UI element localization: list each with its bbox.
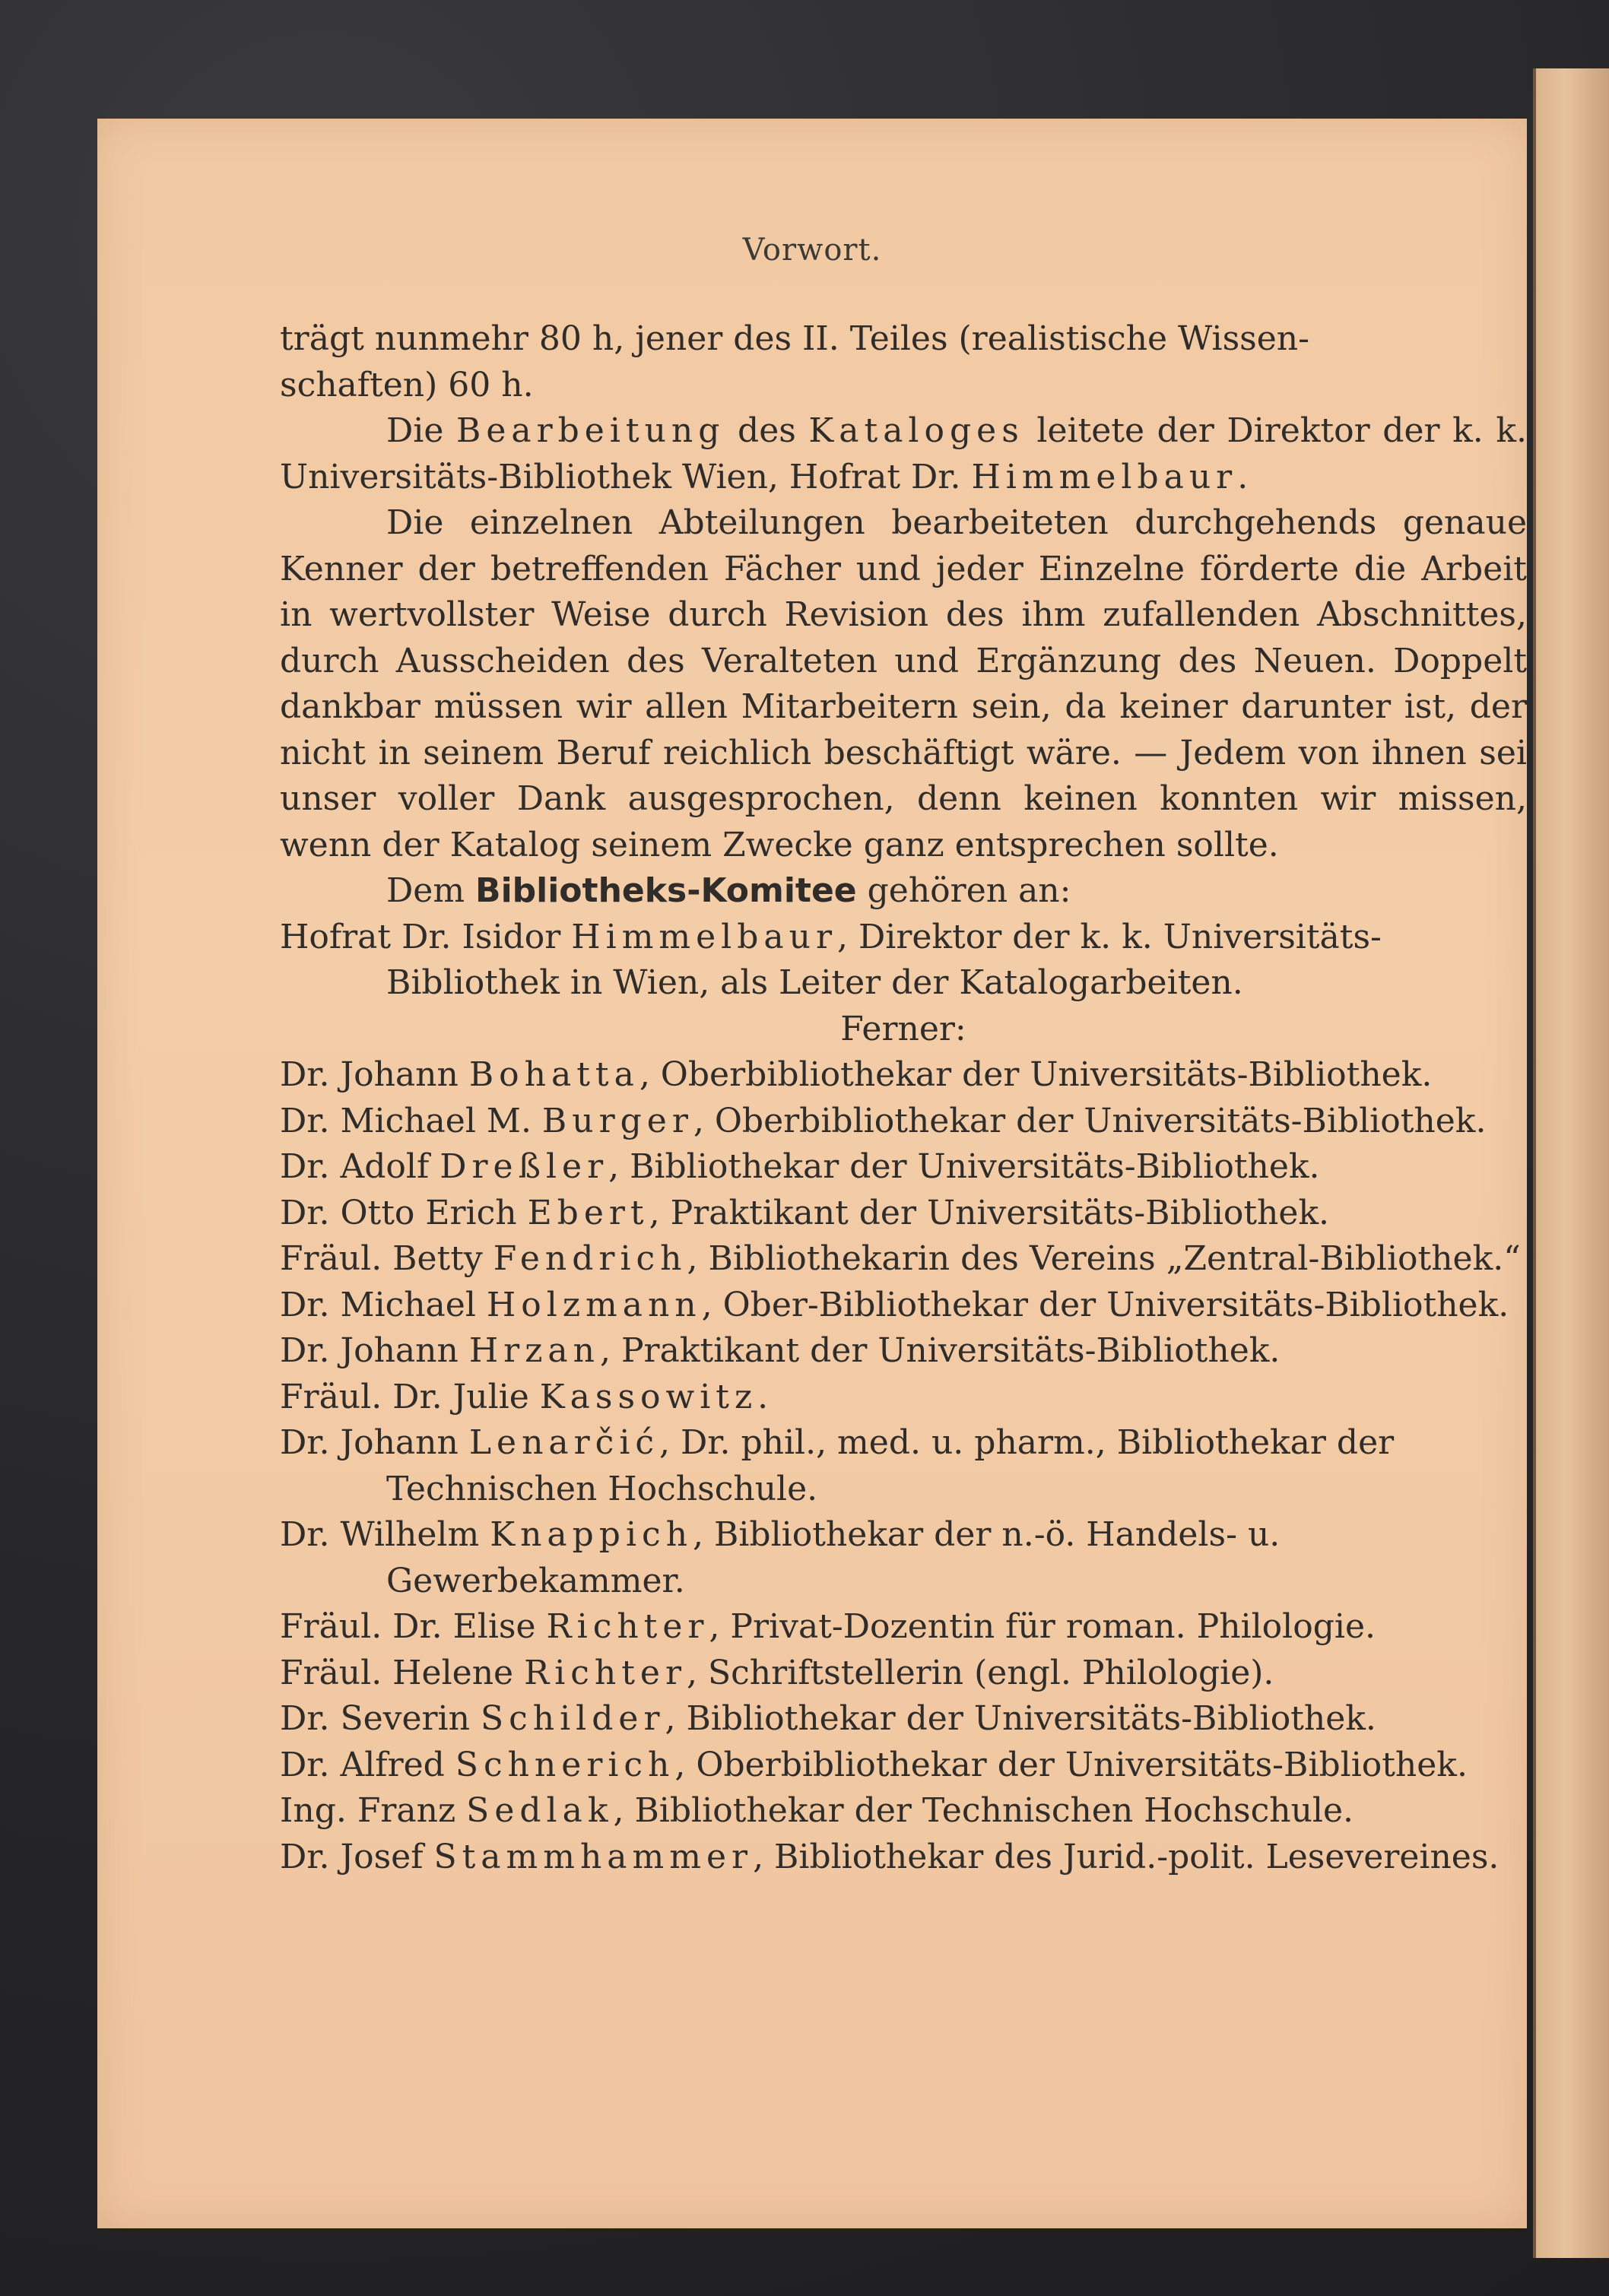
member-entry	[280, 1604, 1527, 1651]
entry-name: Richter	[524, 1653, 687, 1692]
entry-title: Dr. Johann	[280, 1331, 469, 1370]
spaced-name: Himmelbaur	[971, 457, 1238, 496]
member-entry	[280, 1420, 1527, 1512]
entry-description: , Praktikant der Universitäts-Bibliothek.	[649, 1193, 1330, 1232]
entry-name: Kassowitz	[539, 1377, 758, 1416]
line-2: schaften) 60 h.	[280, 365, 534, 404]
entry-title: Fräul. Dr. Elise	[280, 1607, 547, 1646]
spaced-word: Bearbeitung	[455, 411, 725, 450]
entry-title: Fräul. Betty	[280, 1239, 493, 1278]
entry-title: Dr. Michael M.	[280, 1101, 542, 1140]
entry-description: , Bibliothekar der Technischen Hochschule.	[613, 1791, 1354, 1830]
entry-description: , Oberbibliothekar der Universitäts-Bibliothek.	[674, 1745, 1468, 1784]
entry-title: Hofrat Dr. Isidor	[280, 917, 572, 956]
member-entry	[280, 1743, 1527, 1789]
page-body	[280, 316, 1527, 1880]
entry-name: Bohatta	[468, 1055, 639, 1094]
member-entry	[280, 1328, 1527, 1375]
entry-description: , Bibliothekar der Universitäts-Bibliothek.	[608, 1147, 1320, 1186]
entry-name: Ebert	[527, 1193, 649, 1232]
entry-description: , Oberbibliothekar der Universitäts-Bibliothek.	[693, 1101, 1487, 1140]
entry-description: , Bibliothekar der n.-ö. Handels- u. Gewerbekammer.	[386, 1515, 1281, 1600]
text-run: Die	[386, 411, 456, 450]
entry-name: Knappich	[490, 1515, 693, 1554]
paragraph-bearbeitung	[280, 408, 1527, 500]
entry-description: .	[757, 1377, 769, 1416]
member-entry	[280, 1144, 1527, 1191]
text-run: Dem	[386, 871, 476, 910]
entry-title: Dr. Otto Erich	[280, 1193, 528, 1232]
entry-description: , Bibliothekar der Universitäts-Bibliothek.	[665, 1699, 1376, 1738]
entry-title: Dr. Alfred	[280, 1745, 455, 1784]
member-list	[280, 1052, 1527, 1880]
next-page-edge	[1533, 68, 1609, 2258]
book-page	[97, 119, 1527, 2228]
entry-description: , Privat-Dozentin für roman. Philologie.	[709, 1607, 1376, 1646]
text-run: des	[725, 411, 809, 450]
member-entry	[280, 1651, 1527, 1697]
entry-name: Fendrich	[493, 1239, 687, 1278]
entry-name: Stammhammer	[433, 1837, 754, 1876]
entry-name: Schnerich	[455, 1745, 675, 1784]
entry-name: Holzmann	[486, 1285, 702, 1324]
line-1: trägt nunmehr 80 h, jener des II. Teiles (realistische Wissen-	[280, 319, 1309, 358]
entry-description: , Praktikant der Universitäts-Bibliothek.	[599, 1331, 1281, 1370]
text-run: .	[1237, 457, 1249, 496]
member-entry	[280, 1375, 1527, 1421]
member-entry	[280, 1696, 1527, 1743]
entry-title: Dr. Wilhelm	[280, 1515, 490, 1554]
entry-name: Sedlak	[466, 1791, 614, 1830]
entry-name: Lenarčić	[468, 1423, 660, 1462]
spaced-word: Kataloges	[808, 411, 1024, 450]
entry-title: Dr. Adolf	[280, 1147, 440, 1186]
text-run: leitete der Direktor der k. k. Universitäts-Bibliothek Wien, Hofrat Dr.	[280, 411, 1528, 496]
entry-title: Fräul. Helene	[280, 1653, 525, 1692]
entry-name: Burger	[541, 1101, 693, 1140]
member-entry	[280, 1788, 1527, 1835]
entry-title: Dr. Michael	[280, 1285, 487, 1324]
member-entry	[280, 1052, 1527, 1099]
text-run: gehören an:	[856, 871, 1071, 910]
entry-name: Schilder	[480, 1699, 665, 1738]
paragraph-abteilungen: Die einzelnen Abteilungen bearbeiteten durchgehends genaue Kenner der betreffenden Fächer und jeder Einzelne förderte die Arbeit in wertvollster Weise durch Revision des ihm zufallenden Abschnittes, durch Ausscheiden des Veralteten und Ergänzung des Neuen. Doppelt dankbar müssen wir allen Mitarbeitern sein, da keiner darunter ist, der nicht in seinem Beruf reichlich beschäftigt wäre. — Jedem von ihnen sei unser voller Dank ausgesprochen, denn keinen konnten wir missen, wenn der Katalog seinem Zwecke ganz entsprechen sollte.	[280, 503, 1527, 864]
member-entry	[280, 1835, 1527, 1881]
running-header: Vorwort.	[742, 233, 882, 268]
entry-description: , Dr. phil., med. u. pharm., Bibliothekar der Technischen Hochschule.	[386, 1423, 1395, 1508]
entry-description: , Bibliothekarin des Vereins „Zentral-Bibliothek.“	[687, 1239, 1521, 1278]
entry-title: Ing. Franz	[280, 1791, 467, 1830]
entry-description: , Oberbibliothekar der Universitäts-Bibliothek.	[639, 1055, 1433, 1094]
paragraph-continuation	[280, 316, 1527, 408]
member-entry	[280, 1236, 1527, 1283]
member-entry	[280, 1191, 1527, 1237]
entry-description: , Direktor der k. k. Universitäts-Bibliothek in Wien, als Leiter der Katalogarbeiten.	[386, 917, 1382, 1002]
member-entry	[280, 1512, 1527, 1604]
entry-description: , Ober-Bibliothekar der Universitäts-Bibliothek.	[701, 1285, 1509, 1324]
entry-title: Dr. Johann	[280, 1055, 469, 1094]
entry-name: Hrzan	[468, 1331, 600, 1370]
entry-title: Fräul. Dr. Julie	[280, 1377, 540, 1416]
entry-title: Dr. Josef	[280, 1837, 434, 1876]
leader-entry	[280, 915, 1527, 1007]
member-entry	[280, 1283, 1527, 1329]
entry-description: , Bibliothekar des Jurid.-polit. Lesevereines.	[753, 1837, 1500, 1876]
entry-description: , Schriftstellerin (engl. Philologie).	[687, 1653, 1274, 1692]
entry-name: Richter	[546, 1607, 709, 1646]
entry-name: Dreßler	[440, 1147, 609, 1186]
entry-name: Himmelbaur	[571, 917, 838, 956]
member-entry	[280, 1099, 1527, 1145]
entry-title: Dr. Severin	[280, 1699, 481, 1738]
committee-intro	[280, 868, 1527, 915]
committee-label: Bibliotheks-Komitee	[475, 871, 857, 910]
ferner-label: Ferner:	[840, 1009, 966, 1048]
entry-title: Dr. Johann	[280, 1423, 469, 1462]
